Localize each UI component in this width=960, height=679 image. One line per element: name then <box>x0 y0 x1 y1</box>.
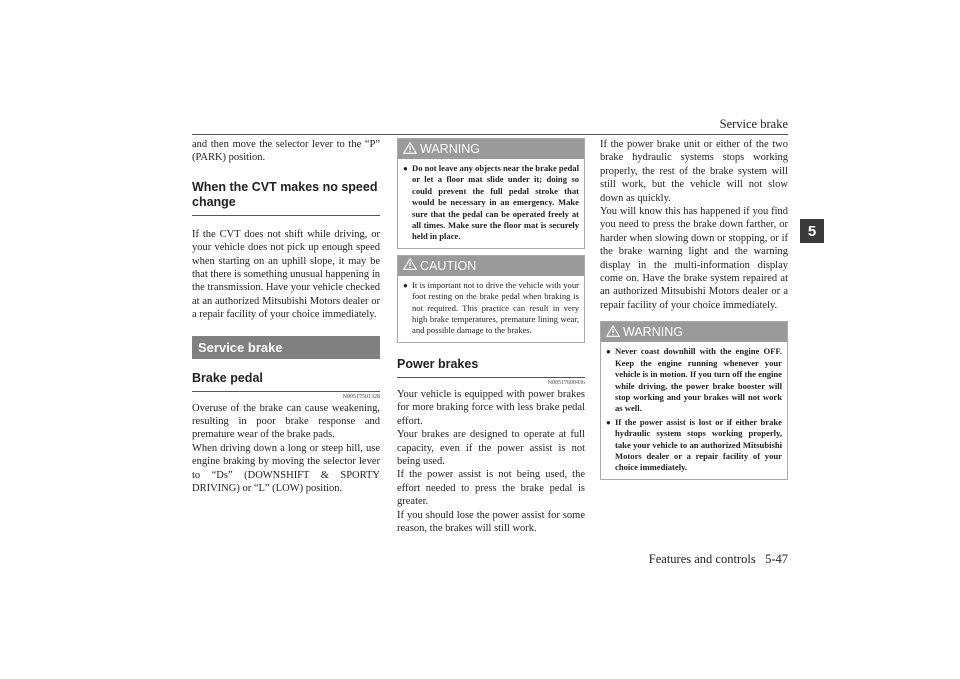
warning-box-header <box>398 139 584 159</box>
caution-box-header <box>398 256 584 276</box>
doc-code-2: N00517600436 <box>547 379 585 386</box>
page-footer <box>649 552 788 567</box>
warning-triangle-icon <box>403 258 417 273</box>
warning-item <box>606 417 782 474</box>
brake-pedal-body: Overuse of the brake can cause weakening, resulting in poor brake response and premature wear of the brake pads. When driving down a long or steep hill, use engine braking by moving the selector lever to “Ds” (DOWNSHIFT & SPORTY DRIVING) or “L” (LOW) position. <box>192 402 380 495</box>
caution-box-body <box>398 276 584 342</box>
caution-item-text: It is important not to drive the vehicle with your foot resting on the brake pedal when braking is not required. This practice can result in very high brake temperatures, premature lining wear, and possible damage to the brakes. <box>412 279 579 336</box>
brake-pedal-heading: Brake pedal <box>192 371 380 392</box>
caution-item <box>403 280 579 337</box>
warning-item <box>403 163 579 243</box>
header-rule <box>192 134 788 135</box>
warning-box-2-header <box>601 322 787 342</box>
cvt-heading: When the CVT makes no speed change <box>192 180 380 216</box>
warning-box-2-body <box>601 342 787 478</box>
caution-box <box>397 255 585 343</box>
column-1 <box>192 138 380 496</box>
warning-triangle-icon <box>403 142 417 157</box>
doc-code-1: N00517501328 <box>342 393 380 400</box>
warning-label: WARNING <box>420 142 480 156</box>
bullet-icon: ● <box>403 280 408 290</box>
warning-item-text: If the power assist is lost or if either brake hydraulic system stops working properly, take your vehicle to an authorized Mitsubishi Motors dealer or a repair facility of your choice immediately. <box>615 416 782 473</box>
footer-page-number: 5-47 <box>765 552 788 566</box>
power-brakes-body: Your vehicle is equipped with power brakes for more braking force with less brake pedal effort. Your brakes are designed to operate at full capacity, even if the power assist is not being used. If the power assist is not being used, the effort needed to press the brake pedal is greater. If you should lose the power assist for some reason, the brakes will still work. <box>397 388 585 534</box>
section-heading: Service brake <box>192 336 380 359</box>
power-brakes-heading: Power brakes <box>397 357 585 378</box>
header-title: Service brake <box>719 117 788 131</box>
warning-box <box>397 138 585 249</box>
warning-label-2: WARNING <box>623 325 683 340</box>
warning-triangle-icon <box>606 325 620 340</box>
cvt-body: If the CVT does not shift while driving, or your vehicle does not pick up enough speed when starting on an uphill slope, it may be that there is something unusual happening in the transmission. Have your vehicle checked at an authorized Mitsubishi Motors dealer or a repair facility of your choice immediately. <box>192 228 380 321</box>
intro-text: and then move the selector lever to the “P” (PARK) position. <box>192 139 380 164</box>
column-2 <box>397 138 585 535</box>
warning-item-text: Do not leave any objects near the brake pedal or let a floor mat slide under it; doing so could prevent the full pedal stroke that would be necessary in an emergency. Make sure that the pedal can be operated freely at all times. Make sure the floor mat is securely held in place. <box>412 163 579 242</box>
warning-box-body <box>398 159 584 248</box>
footer-chapter: Features and controls <box>648 552 756 566</box>
bullet-icon: ● <box>606 417 611 427</box>
caution-label: CAUTION <box>420 258 477 273</box>
section-tab: 5 <box>800 219 824 243</box>
bullet-icon: ● <box>606 347 611 357</box>
warning-item <box>606 346 782 414</box>
bullet-icon: ● <box>403 164 408 173</box>
warning-item-text: Never coast downhill with the engine OFF. Keep the engine running whenever your vehicle is in motion. If you turn off the engine while driving, the power brake booster will stop working and your brakes will not work as well. <box>615 346 782 414</box>
power-brake-failure-body: If the power brake unit or either of the two brake hydraulic systems stops working properly, the rest of the brake system will still work, but the vehicle will not slow down as quickly. You will know this has happened if you find you need to press the brake down farther, or harder when slowing down or stopping, or if the brake warning light and the warning display in the multi-information display come on. Have the brake system repaired at an authorized Mitsubishi Motors dealer or a repair facility of your choice immediately. <box>600 139 788 311</box>
warning-box-2 <box>600 321 788 479</box>
column-3 <box>600 138 788 480</box>
